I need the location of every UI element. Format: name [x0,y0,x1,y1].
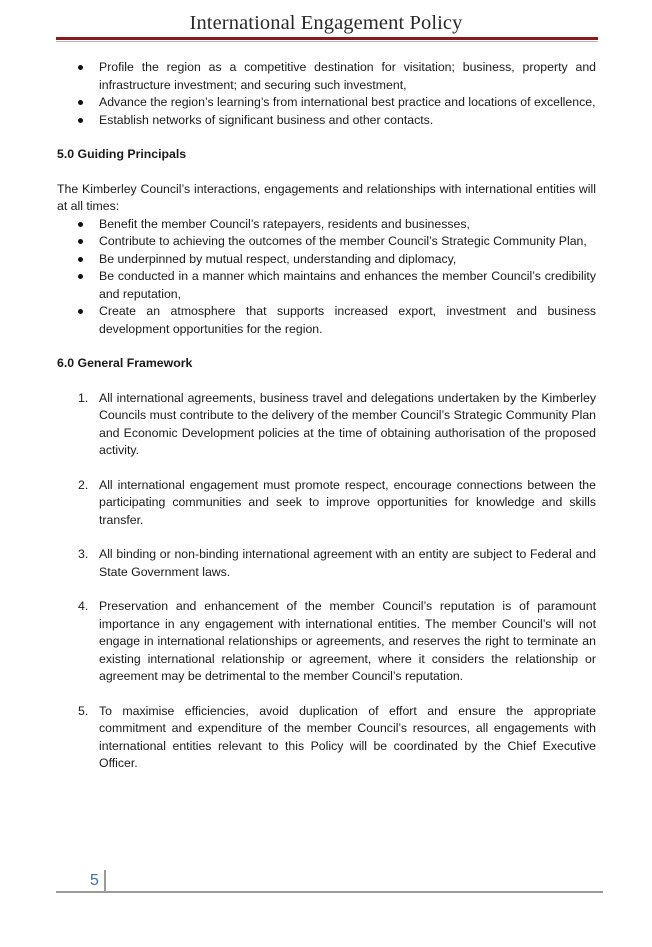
framework-numbered-list [57,390,596,773]
item-text: All binding or non-binding international agreement with an entity are subject to Federal and State Government laws. [99,547,596,579]
section-heading-guiding-principals: 5.0 Guiding Principals [57,147,187,161]
list-item: Profile the region as a competitive destination for visitation; business, property and infrastructure investment; and securing such investment, [57,59,596,94]
numbered-item [57,477,596,530]
numbered-item [57,546,596,581]
list-item: Create an atmosphere that supports increased export, investment and business development opportunities for the region. [57,303,596,338]
numbered-item [57,703,596,773]
item-number: 1. [78,390,89,405]
item-number: 5. [78,703,89,718]
section-intro-paragraph: The Kimberley Council’s interactions, engagements and relationships with international entities will at all times: [57,181,596,213]
list-item: Establish networks of significant business and other contacts. [57,112,596,130]
list-item: Be underpinned by mutual respect, understanding and diplomacy, [57,251,596,269]
list-item: Be conducted in a manner which maintains and enhances the member Council’s credibility and reputation, [57,268,596,303]
item-number: 4. [78,599,89,613]
list-item: Advance the region’s learning’s from international best practice and locations of excellence, [57,94,596,112]
header-divider [56,37,598,40]
item-text: To maximise efficiencies, avoid duplication of effort and ensure the appropriate commitment and expenditure of the member Council’s resources, all engagements with international entities relevant to this Policy will be coordinated by the Chief Executive Officer. [99,703,596,770]
footer-divider [56,891,603,893]
principles-bullet-list [57,216,596,339]
document-body [57,59,596,790]
section-heading-general-framework: 6.0 General Framework [57,356,193,370]
page-number-separator [104,870,106,892]
item-number: 3. [78,547,89,561]
page-number: 5 [90,872,99,889]
list-item: Benefit the member Council’s ratepayers, residents and businesses, [57,216,596,234]
numbered-item [57,598,596,686]
item-text: All international agreements, business travel and delegations undertaken by the Kimberley Councils must contribute to the delivery of the member Council’s Strategic Community Plan and Economic Development policies at the time of obtaining authorisation of the proposed activity. [99,390,596,457]
list-item: Contribute to achieving the outcomes of the member Council’s Strategic Community Plan, [57,233,596,251]
numbered-item [57,390,596,460]
page-title: International Engagement Policy [189,12,463,34]
header-divider-shadow [56,41,598,42]
item-text: Preservation and enhancement of the member Council’s reputation is of paramount importance in any engagement with international entities. The member Council’s will not engage in international relationships or agreements, and reserves the right to terminate an existing international relationship or agreement, where it considers the relationship or agreement may be detrimental to the member Council’s reputation. [99,599,596,683]
item-number: 2. [78,477,89,492]
intro-bullet-list [57,59,596,129]
item-text: All international engagement must promote respect, encourage connections between the participating communities and seek to improve opportunities for knowledge and skills transfer. [99,477,596,527]
